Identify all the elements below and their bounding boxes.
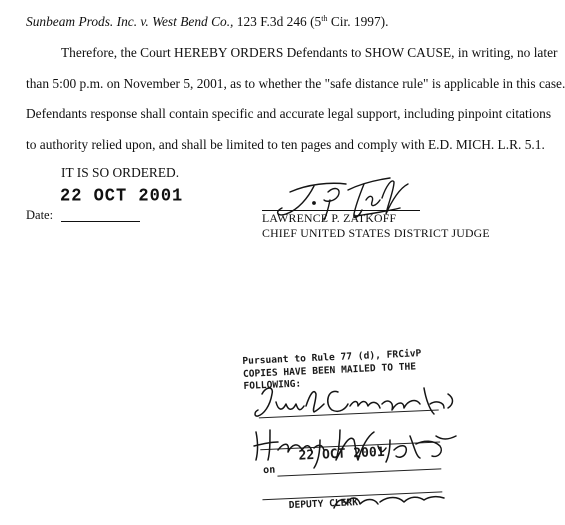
clerk-stamp-on-label: on [262,464,276,477]
order-paragraph-line-4: to authority relied upon, and shall be limited to ten pages and comply with E.D. MICH. L.R. 5.1. [26,137,545,152]
order-paragraph-line-2: than 5:00 p.m. on November 5, 2001, as to whether the "safe distance rule" is applicable in this case. [26,76,565,91]
citation-line [26,14,389,30]
citation-case-name: Sunbeam Prods. Inc. v. West Bend Co., [26,14,234,29]
citation-ordinal: th [321,14,328,23]
judge-title: CHIEF UNITED STATES DISTRICT JUDGE [262,226,490,240]
citation-court-year: Cir. 1997). [327,14,389,29]
clerk-stamp-line-3: FOLLOWING: [243,378,302,392]
date-signature-rule [61,221,140,222]
order-paragraph-line-3: Defendants response shall contain specific and accurate legal support, including pinpoint citations [26,106,552,121]
clerk-stamp-footer: DEPUTY CLERK [288,497,359,512]
closing-statement: IT IS SO ORDERED. [61,165,180,180]
clerk-stamp-date: 22 OCT 2001 [298,444,385,464]
citation-reporter: 123 F.3d 246 (5 [233,14,322,29]
judge-name: LAWRENCE P. ZATKOFF [262,211,397,225]
clerk-stamp-line-2: COPIES HAVE BEEN MAILED TO THE [242,361,417,380]
order-paragraph-line-1: Therefore, the Court HEREBY ORDERS Defendants to SHOW CAUSE, in writing, no later [61,45,558,60]
clerk-stamp-line-1: Pursuant to Rule 77 (d), FRCivP [242,348,422,367]
date-label: Date: [26,208,54,222]
clerk-handwriting [248,380,488,520]
date-stamp: 22 OCT 2001 [60,186,184,207]
